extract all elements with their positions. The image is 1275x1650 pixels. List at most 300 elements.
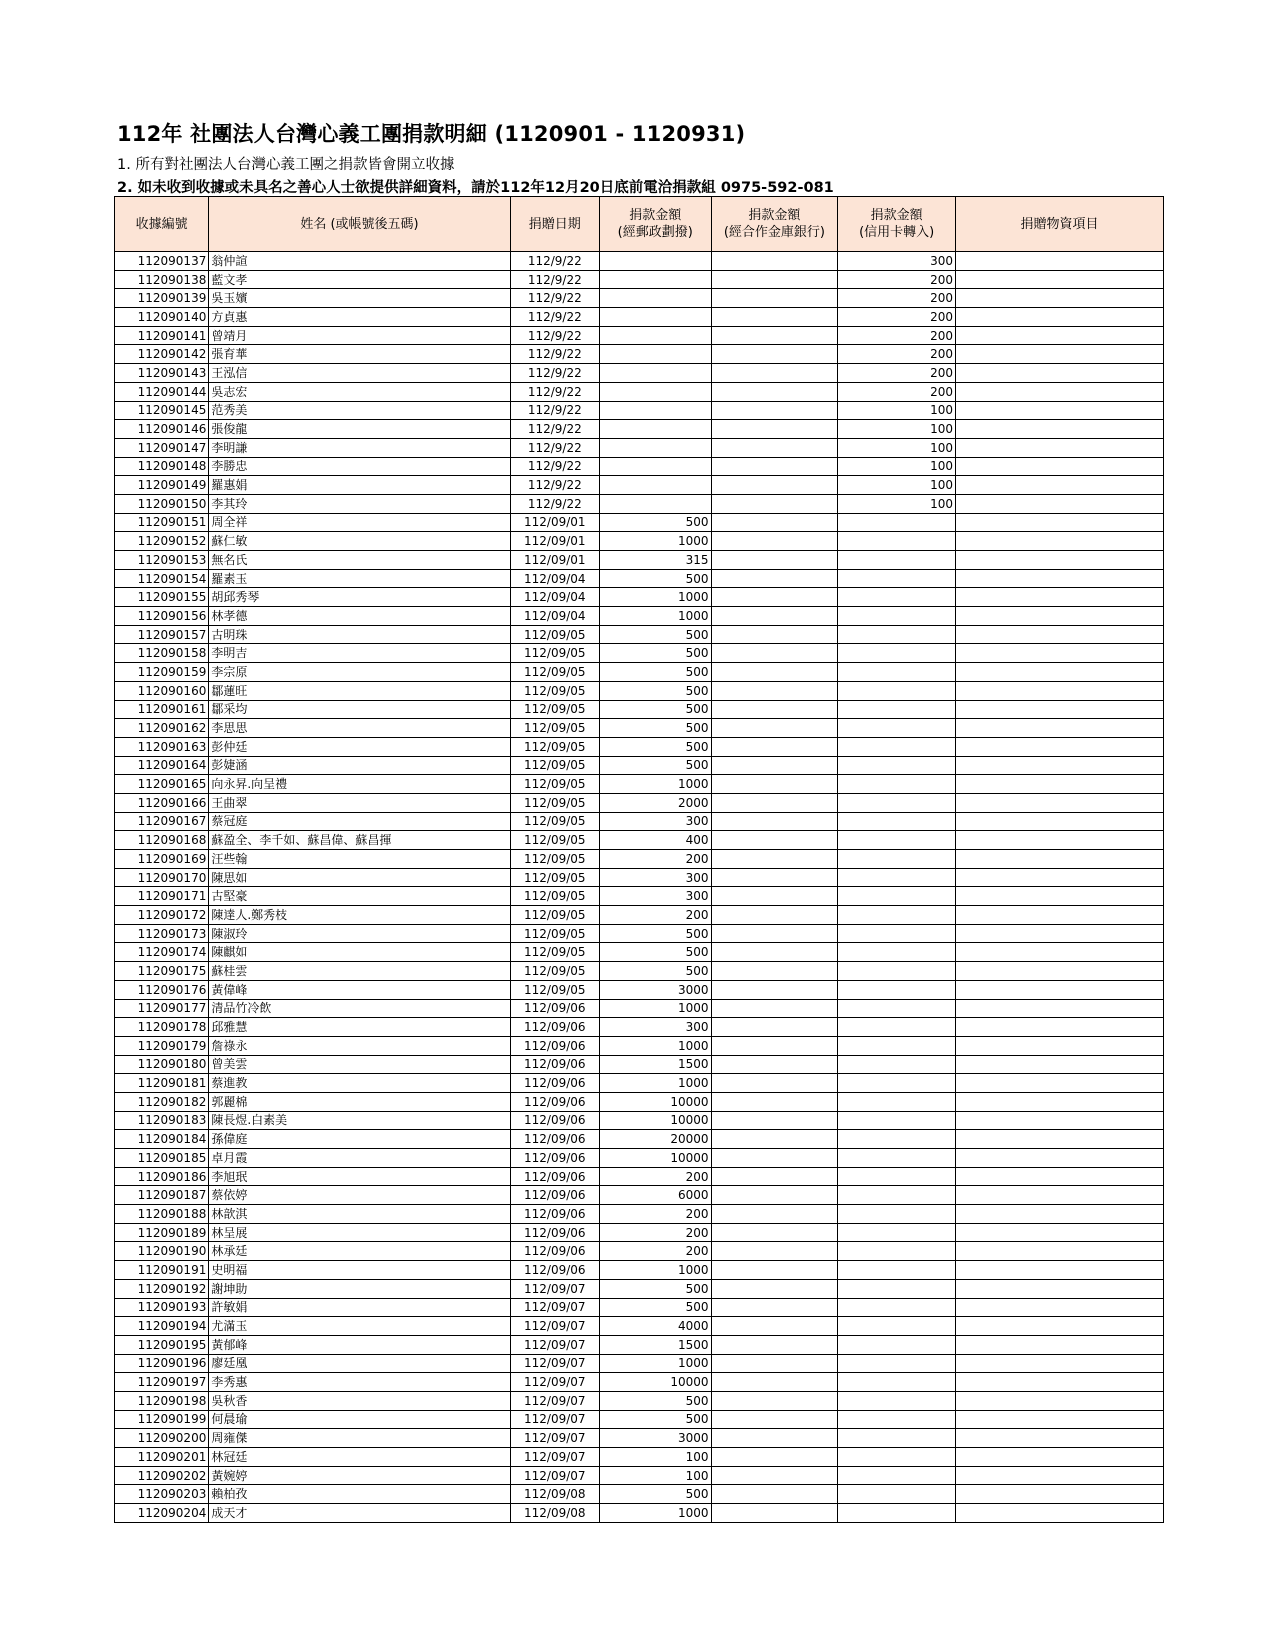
table-row (115, 1504, 1164, 1523)
supplies-cell (955, 793, 1163, 812)
receipt-no-cell: 112090177 (115, 999, 209, 1018)
receipt-no-cell: 112090200 (115, 1429, 209, 1448)
table-row (115, 420, 1164, 439)
bank-amount-cell (711, 1261, 838, 1280)
receipt-no-cell: 112090161 (115, 700, 209, 719)
receipt-no-cell: 112090138 (115, 270, 209, 289)
donor-name-cell: 張俊龍 (209, 420, 510, 439)
donation-date-cell: 112/09/05 (510, 663, 599, 682)
table-row (115, 1092, 1164, 1111)
bank-amount-cell (711, 345, 838, 364)
supplies-cell (955, 588, 1163, 607)
donor-name-cell: 郭麗棉 (209, 1092, 510, 1111)
card-amount-cell (838, 513, 956, 532)
card-amount-cell (838, 1429, 956, 1448)
table-row (115, 1410, 1164, 1429)
supplies-cell (955, 1279, 1163, 1298)
donor-name-cell: 尤滿玉 (209, 1317, 510, 1336)
header-name-label: 姓名 (或帳號後五碼) (300, 216, 419, 232)
receipt-no-cell: 112090175 (115, 962, 209, 981)
receipt-no-cell: 112090178 (115, 1018, 209, 1037)
table-row (115, 532, 1164, 551)
bank-amount-cell (711, 906, 838, 925)
supplies-cell (955, 1354, 1163, 1373)
supplies-cell (955, 1149, 1163, 1168)
donation-date-cell: 112/09/01 (510, 513, 599, 532)
card-amount-cell (838, 737, 956, 756)
bank-amount-cell (711, 1373, 838, 1392)
header-postal-amount-line1: 捐款金額 (629, 208, 682, 223)
donation-date-cell: 112/9/22 (510, 326, 599, 345)
donor-name-cell: 古明珠 (209, 625, 510, 644)
card-amount-cell (838, 681, 956, 700)
postal-amount-cell (599, 457, 711, 476)
donor-name-cell: 吳志宏 (209, 382, 510, 401)
supplies-cell (955, 887, 1163, 906)
supplies-cell (955, 1466, 1163, 1485)
card-amount-cell: 100 (838, 494, 956, 513)
donor-name-cell: 蘇仁敏 (209, 532, 510, 551)
bank-amount-cell (711, 270, 838, 289)
donation-date-cell: 112/09/04 (510, 607, 599, 626)
bank-amount-cell (711, 1335, 838, 1354)
postal-amount-cell: 1000 (599, 999, 711, 1018)
postal-amount-cell (599, 289, 711, 308)
header-bank-amount-line1: 捐款金額 (748, 208, 801, 223)
postal-amount-cell: 1000 (599, 532, 711, 551)
receipt-no-cell: 112090145 (115, 401, 209, 420)
donor-name-cell: 廖廷凰 (209, 1354, 510, 1373)
card-amount-cell (838, 1410, 956, 1429)
donation-date-cell: 112/9/22 (510, 382, 599, 401)
supplies-cell (955, 1298, 1163, 1317)
donation-date-cell: 112/09/05 (510, 793, 599, 812)
donation-date-cell: 112/09/06 (510, 1074, 599, 1093)
supplies-cell (955, 457, 1163, 476)
receipt-no-cell: 112090201 (115, 1448, 209, 1467)
receipt-no-cell: 112090172 (115, 906, 209, 925)
card-amount-cell (838, 1485, 956, 1504)
donor-name-cell: 羅惠娟 (209, 476, 510, 495)
bank-amount-cell (711, 513, 838, 532)
receipt-no-cell: 112090151 (115, 513, 209, 532)
postal-amount-cell: 1000 (599, 775, 711, 794)
receipt-no-cell: 112090197 (115, 1373, 209, 1392)
card-amount-cell (838, 887, 956, 906)
table-row (115, 382, 1164, 401)
postal-amount-cell: 500 (599, 1410, 711, 1429)
donor-name-cell: 黃郁峰 (209, 1335, 510, 1354)
supplies-cell (955, 906, 1163, 925)
donor-name-cell: 鄒采均 (209, 700, 510, 719)
bank-amount-cell (711, 943, 838, 962)
table-row (115, 1448, 1164, 1467)
table-row (115, 457, 1164, 476)
receipt-no-cell: 112090191 (115, 1261, 209, 1280)
table-header-row (115, 197, 1164, 252)
postal-amount-cell: 500 (599, 644, 711, 663)
donor-name-cell: 林冠廷 (209, 1448, 510, 1467)
donation-date-cell: 112/9/22 (510, 289, 599, 308)
receipt-no-cell: 112090142 (115, 345, 209, 364)
supplies-cell (955, 1485, 1163, 1504)
bank-amount-cell (711, 1018, 838, 1037)
bank-amount-cell (711, 1149, 838, 1168)
receipt-no-cell: 112090150 (115, 494, 209, 513)
card-amount-cell (838, 1167, 956, 1186)
card-amount-cell (838, 1466, 956, 1485)
supplies-cell (955, 1448, 1163, 1467)
receipt-no-cell: 112090169 (115, 850, 209, 869)
table-row (115, 850, 1164, 869)
donor-name-cell: 蘇盈全、李千如、蘇昌偉、蘇昌揮 (209, 831, 510, 850)
postal-amount-cell: 200 (599, 1242, 711, 1261)
receipt-no-cell: 112090137 (115, 252, 209, 271)
donation-date-cell: 112/09/07 (510, 1466, 599, 1485)
supplies-cell (955, 831, 1163, 850)
postal-amount-cell (599, 476, 711, 495)
receipt-no-cell: 112090166 (115, 793, 209, 812)
donation-date-cell: 112/09/06 (510, 1018, 599, 1037)
card-amount-cell (838, 775, 956, 794)
postal-amount-cell: 500 (599, 513, 711, 532)
table-row (115, 1335, 1164, 1354)
postal-amount-cell: 500 (599, 962, 711, 981)
receipt-no-cell: 112090167 (115, 812, 209, 831)
donor-name-cell: 許敏娟 (209, 1298, 510, 1317)
donor-name-cell: 蔡冠庭 (209, 812, 510, 831)
supplies-cell (955, 551, 1163, 570)
supplies-cell (955, 420, 1163, 439)
receipt-no-cell: 112090203 (115, 1485, 209, 1504)
donation-date-cell: 112/09/06 (510, 1223, 599, 1242)
receipt-no-cell: 112090146 (115, 420, 209, 439)
supplies-cell (955, 737, 1163, 756)
receipt-no-cell: 112090147 (115, 438, 209, 457)
postal-amount-cell (599, 270, 711, 289)
receipt-no-cell: 112090198 (115, 1391, 209, 1410)
donor-name-cell: 李明謙 (209, 438, 510, 457)
postal-amount-cell: 1500 (599, 1335, 711, 1354)
table-row (115, 775, 1164, 794)
donor-name-cell: 黃偉峰 (209, 980, 510, 999)
card-amount-cell: 300 (838, 252, 956, 271)
bank-amount-cell (711, 663, 838, 682)
table-row (115, 1186, 1164, 1205)
bank-amount-cell (711, 308, 838, 327)
donation-date-cell: 112/09/05 (510, 719, 599, 738)
card-amount-cell (838, 1298, 956, 1317)
donation-date-cell: 112/9/22 (510, 364, 599, 383)
receipt-no-cell: 112090182 (115, 1092, 209, 1111)
table-row (115, 1055, 1164, 1074)
donor-name-cell: 鄒蓮旺 (209, 681, 510, 700)
card-amount-cell (838, 1261, 956, 1280)
supplies-cell (955, 980, 1163, 999)
table-row (115, 364, 1164, 383)
supplies-cell (955, 1317, 1163, 1336)
receipt-no-cell: 112090141 (115, 326, 209, 345)
donor-name-cell: 無名氏 (209, 551, 510, 570)
donor-name-cell: 藍文孝 (209, 270, 510, 289)
bank-amount-cell (711, 1354, 838, 1373)
card-amount-cell (838, 1504, 956, 1523)
donation-date-cell: 112/09/05 (510, 887, 599, 906)
supplies-cell (955, 364, 1163, 383)
receipt-no-cell: 112090154 (115, 569, 209, 588)
donor-name-cell: 彭仲廷 (209, 737, 510, 756)
bank-amount-cell (711, 1242, 838, 1261)
header-card-amount-line1: 捐款金額 (870, 208, 923, 223)
donor-name-cell: 彭婕涵 (209, 756, 510, 775)
supplies-cell (955, 1223, 1163, 1242)
table-row (115, 1354, 1164, 1373)
supplies-cell (955, 1186, 1163, 1205)
table-row (115, 1298, 1164, 1317)
card-amount-cell (838, 569, 956, 588)
card-amount-cell (838, 1223, 956, 1242)
card-amount-cell (838, 1092, 956, 1111)
postal-amount-cell: 300 (599, 812, 711, 831)
supplies-cell (955, 345, 1163, 364)
donor-name-cell: 清品竹冷飲 (209, 999, 510, 1018)
postal-amount-cell: 400 (599, 831, 711, 850)
receipt-no-cell: 112090149 (115, 476, 209, 495)
card-amount-cell: 100 (838, 420, 956, 439)
bank-amount-cell (711, 326, 838, 345)
donation-date-cell: 112/09/05 (510, 906, 599, 925)
supplies-cell (955, 382, 1163, 401)
donation-date-cell: 112/09/07 (510, 1410, 599, 1429)
table-row (115, 663, 1164, 682)
donation-date-cell: 112/09/07 (510, 1317, 599, 1336)
bank-amount-cell (711, 1111, 838, 1130)
postal-amount-cell (599, 382, 711, 401)
header-supplies (955, 197, 1163, 252)
card-amount-cell (838, 1111, 956, 1130)
bank-amount-cell (711, 1448, 838, 1467)
postal-amount-cell: 100 (599, 1466, 711, 1485)
donation-date-cell: 112/09/06 (510, 1130, 599, 1149)
card-amount-cell: 200 (838, 270, 956, 289)
postal-amount-cell: 300 (599, 868, 711, 887)
table-row (115, 401, 1164, 420)
postal-amount-cell: 500 (599, 924, 711, 943)
postal-amount-cell: 500 (599, 1279, 711, 1298)
card-amount-cell: 100 (838, 438, 956, 457)
table-row (115, 494, 1164, 513)
supplies-cell (955, 663, 1163, 682)
receipt-no-cell: 112090173 (115, 924, 209, 943)
receipt-no-cell: 112090194 (115, 1317, 209, 1336)
donation-date-cell: 112/9/22 (510, 308, 599, 327)
donor-name-cell: 林呈展 (209, 1223, 510, 1242)
card-amount-cell (838, 1242, 956, 1261)
receipt-no-cell: 112090152 (115, 532, 209, 551)
donor-name-cell: 向永昇.向呈禮 (209, 775, 510, 794)
receipt-no-cell: 112090144 (115, 382, 209, 401)
supplies-cell (955, 513, 1163, 532)
header-postal-amount (599, 197, 711, 252)
card-amount-cell (838, 1335, 956, 1354)
donation-date-cell: 112/09/05 (510, 812, 599, 831)
donation-date-cell: 112/9/22 (510, 494, 599, 513)
supplies-cell (955, 1130, 1163, 1149)
card-amount-cell (838, 924, 956, 943)
supplies-cell (955, 700, 1163, 719)
donation-date-cell: 112/09/08 (510, 1504, 599, 1523)
receipt-no-cell: 112090190 (115, 1242, 209, 1261)
bank-amount-cell (711, 364, 838, 383)
table-row (115, 1317, 1164, 1336)
postal-amount-cell (599, 308, 711, 327)
donation-date-cell: 112/09/06 (510, 1167, 599, 1186)
donor-name-cell: 曾靖月 (209, 326, 510, 345)
bank-amount-cell (711, 962, 838, 981)
postal-amount-cell: 10000 (599, 1092, 711, 1111)
donation-date-cell: 112/09/05 (510, 850, 599, 869)
postal-amount-cell: 1000 (599, 1504, 711, 1523)
supplies-cell (955, 1242, 1163, 1261)
table-row (115, 1242, 1164, 1261)
postal-amount-cell: 1500 (599, 1055, 711, 1074)
donation-date-cell: 112/09/06 (510, 1205, 599, 1224)
card-amount-cell (838, 999, 956, 1018)
table-row (115, 569, 1164, 588)
donor-name-cell: 古堅豪 (209, 887, 510, 906)
postal-amount-cell: 300 (599, 887, 711, 906)
supplies-cell (955, 924, 1163, 943)
receipt-no-cell: 112090168 (115, 831, 209, 850)
bank-amount-cell (711, 850, 838, 869)
supplies-cell (955, 868, 1163, 887)
donation-date-cell: 112/09/07 (510, 1298, 599, 1317)
donor-name-cell: 胡邱秀琴 (209, 588, 510, 607)
receipt-no-cell: 112090186 (115, 1167, 209, 1186)
receipt-no-cell: 112090160 (115, 681, 209, 700)
donor-name-cell: 史明福 (209, 1261, 510, 1280)
donation-date-cell: 112/09/05 (510, 868, 599, 887)
donation-date-cell: 112/09/05 (510, 924, 599, 943)
table-row (115, 1261, 1164, 1280)
table-row (115, 551, 1164, 570)
card-amount-cell (838, 962, 956, 981)
card-amount-cell (838, 812, 956, 831)
table-row (115, 1074, 1164, 1093)
donation-date-cell: 112/9/22 (510, 420, 599, 439)
table-row (115, 1130, 1164, 1149)
receipt-no-cell: 112090148 (115, 457, 209, 476)
table-row (115, 737, 1164, 756)
supplies-cell (955, 1055, 1163, 1074)
bank-amount-cell (711, 457, 838, 476)
header-card-amount (838, 197, 956, 252)
note-contact: 2. 如未收到收據或未具名之善心人士欲提供詳細資料，請於112年12月20日底前電洽捐款組 0975-592-081 (117, 180, 834, 196)
donor-name-cell: 賴柏孜 (209, 1485, 510, 1504)
donation-date-cell: 112/09/07 (510, 1373, 599, 1392)
donation-date-cell: 112/09/07 (510, 1391, 599, 1410)
donor-name-cell: 陳達人.鄭秀枝 (209, 906, 510, 925)
table-row (115, 308, 1164, 327)
donation-date-cell: 112/09/01 (510, 532, 599, 551)
receipt-no-cell: 112090202 (115, 1466, 209, 1485)
table-row (115, 1149, 1164, 1168)
supplies-cell (955, 401, 1163, 420)
donor-name-cell: 蔡依婷 (209, 1186, 510, 1205)
card-amount-cell (838, 1448, 956, 1467)
receipt-no-cell: 112090193 (115, 1298, 209, 1317)
receipt-no-cell: 112090139 (115, 289, 209, 308)
table-row (115, 681, 1164, 700)
header-bank-amount (711, 197, 838, 252)
table-row (115, 812, 1164, 831)
donor-name-cell: 李思思 (209, 719, 510, 738)
card-amount-cell (838, 551, 956, 570)
postal-amount-cell: 300 (599, 1018, 711, 1037)
postal-amount-cell: 20000 (599, 1130, 711, 1149)
bank-amount-cell (711, 812, 838, 831)
supplies-cell (955, 644, 1163, 663)
donation-date-cell: 112/09/05 (510, 737, 599, 756)
header-bank-amount-line2: (經合作金庫銀行) (723, 225, 825, 240)
bank-amount-cell (711, 1279, 838, 1298)
postal-amount-cell: 4000 (599, 1317, 711, 1336)
supplies-cell (955, 1205, 1163, 1224)
donation-date-cell: 112/09/05 (510, 831, 599, 850)
receipt-no-cell: 112090170 (115, 868, 209, 887)
postal-amount-cell: 1000 (599, 588, 711, 607)
donation-date-cell: 112/09/05 (510, 980, 599, 999)
table-row (115, 868, 1164, 887)
donor-name-cell: 陳思如 (209, 868, 510, 887)
table-row (115, 1036, 1164, 1055)
bank-amount-cell (711, 1130, 838, 1149)
table-row (115, 980, 1164, 999)
bank-amount-cell (711, 719, 838, 738)
donor-name-cell: 吳玉嬪 (209, 289, 510, 308)
supplies-cell (955, 1335, 1163, 1354)
donor-name-cell: 林歆淇 (209, 1205, 510, 1224)
supplies-cell (955, 1373, 1163, 1392)
postal-amount-cell (599, 420, 711, 439)
donation-date-cell: 112/09/06 (510, 1186, 599, 1205)
bank-amount-cell (711, 1298, 838, 1317)
donation-date-cell: 112/9/22 (510, 252, 599, 271)
card-amount-cell (838, 831, 956, 850)
card-amount-cell (838, 906, 956, 925)
header-date-label: 捐贈日期 (528, 216, 581, 232)
postal-amount-cell: 500 (599, 700, 711, 719)
bank-amount-cell (711, 681, 838, 700)
receipt-no-cell: 112090162 (115, 719, 209, 738)
table-row (115, 607, 1164, 626)
donor-name-cell: 范秀美 (209, 401, 510, 420)
supplies-cell (955, 1504, 1163, 1523)
postal-amount-cell: 500 (599, 681, 711, 700)
donor-name-cell: 李明吉 (209, 644, 510, 663)
postal-amount-cell: 200 (599, 906, 711, 925)
supplies-cell (955, 252, 1163, 271)
receipt-no-cell: 112090155 (115, 588, 209, 607)
postal-amount-cell: 500 (599, 625, 711, 644)
bank-amount-cell (711, 793, 838, 812)
receipt-no-cell: 112090187 (115, 1186, 209, 1205)
receipt-no-cell: 112090188 (115, 1205, 209, 1224)
postal-amount-cell: 500 (599, 719, 711, 738)
bank-amount-cell (711, 1074, 838, 1093)
bank-amount-cell (711, 252, 838, 271)
table-row (115, 513, 1164, 532)
